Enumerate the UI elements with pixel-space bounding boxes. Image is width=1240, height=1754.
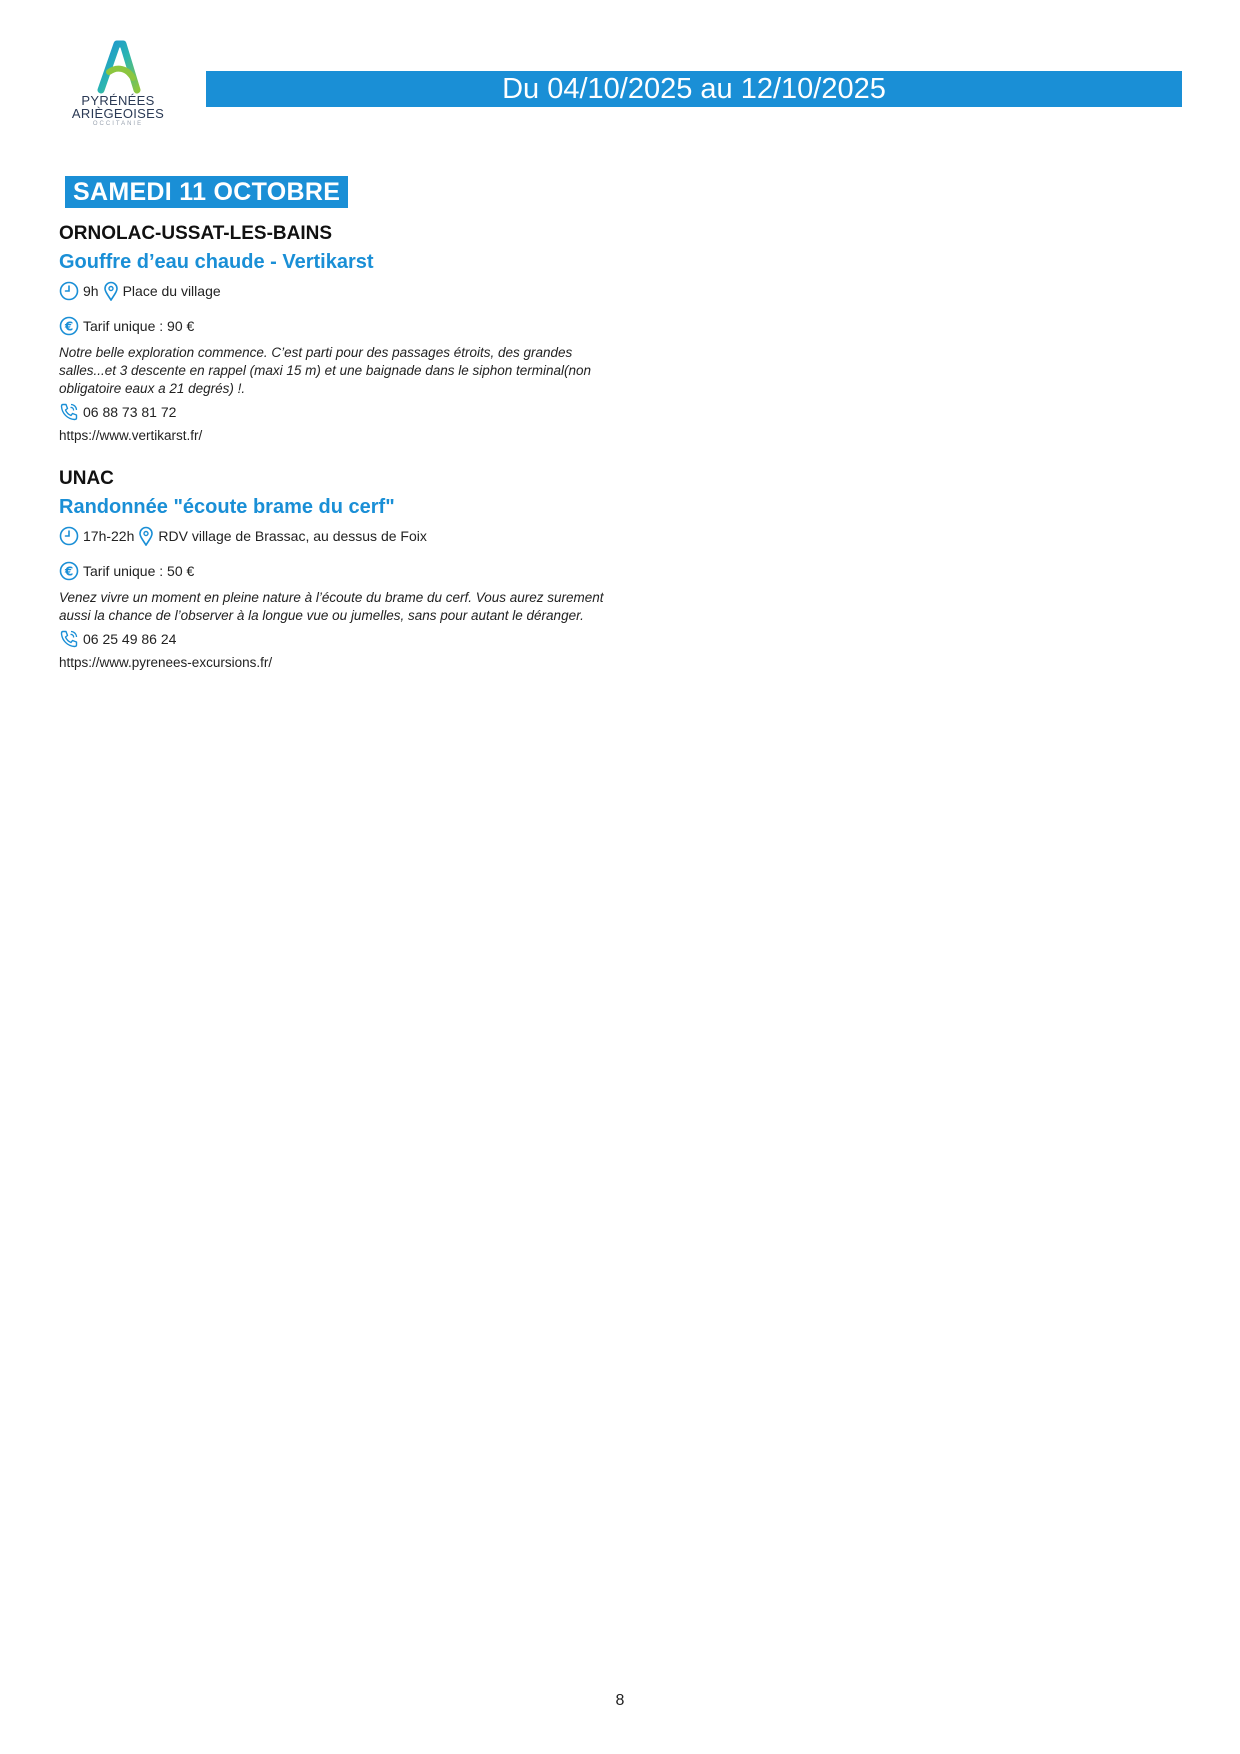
brand-logo [68,38,168,128]
event-card [59,222,619,445]
euro-icon [59,316,79,336]
description-line: Venez vivre un moment en pleine nature à l’écoute du brame du cerf. Vous aurez surement [59,590,604,605]
map-pin-icon [138,526,154,546]
phone-row [59,629,619,649]
event-card [59,467,619,672]
svg-text:€: € [64,564,74,579]
event-description [59,589,604,625]
event-price: Tarif unique : 50 € [83,563,195,579]
brand-line2: ARIÈGEOISES [71,106,165,121]
clock-icon [59,281,79,301]
date-range-banner: Du 04/10/2025 au 12/10/2025 [206,71,1182,107]
svg-text:€: € [64,319,74,334]
phone-icon [59,402,79,422]
event-town: ORNOLAC-USSAT-LES-BAINS [59,223,333,244]
brand-line3: OCCITANIE [92,121,144,127]
description-line: Notre belle exploration commence. C’est parti pour des passages étroits, des grandes [59,345,573,360]
phone-icon [59,629,79,649]
event-price: Tarif unique : 90 € [83,318,195,334]
brand-line1: PYRÉNÉES [81,93,155,108]
event-place: Place du village [122,283,221,299]
event-phone: 06 88 73 81 72 [83,404,177,420]
event-url[interactable]: https://www.pyrenees-excursions.fr/ [59,655,273,670]
description-line: aussi la chance de l’observer à la longue vue ou jumelles, sans pour autant le déranger. [59,608,584,623]
euro-icon [59,561,79,581]
price-row [59,316,619,336]
event-phone: 06 25 49 86 24 [83,631,177,647]
day-header: SAMEDI 11 OCTOBRE [65,176,348,208]
description-line: obligatoire eaux a 21 degrés) !. [59,381,246,396]
time-place-row [59,526,619,546]
event-url[interactable]: https://www.vertikarst.fr/ [59,428,203,443]
page-number: 8 [615,1692,625,1709]
clock-icon [59,526,79,546]
price-row [59,561,619,581]
event-place: RDV village de Brassac, au dessus de Foix [158,528,427,544]
map-pin-icon [103,281,119,301]
logo-mark-icon [93,38,143,94]
event-town: UNAC [59,468,114,489]
event-title: Randonnée "écoute brame du cerf" [59,496,395,518]
event-title: Gouffre d’eau chaude - Vertikarst [59,251,374,273]
event-time: 9h [83,283,99,299]
description-line: salles...et 3 descente en rappel (maxi 15 m) et une baignade dans le siphon terminal(non [59,363,592,378]
time-place-row [59,281,619,301]
event-time: 17h-22h [83,528,135,544]
event-description [59,344,604,398]
phone-row [59,402,619,422]
